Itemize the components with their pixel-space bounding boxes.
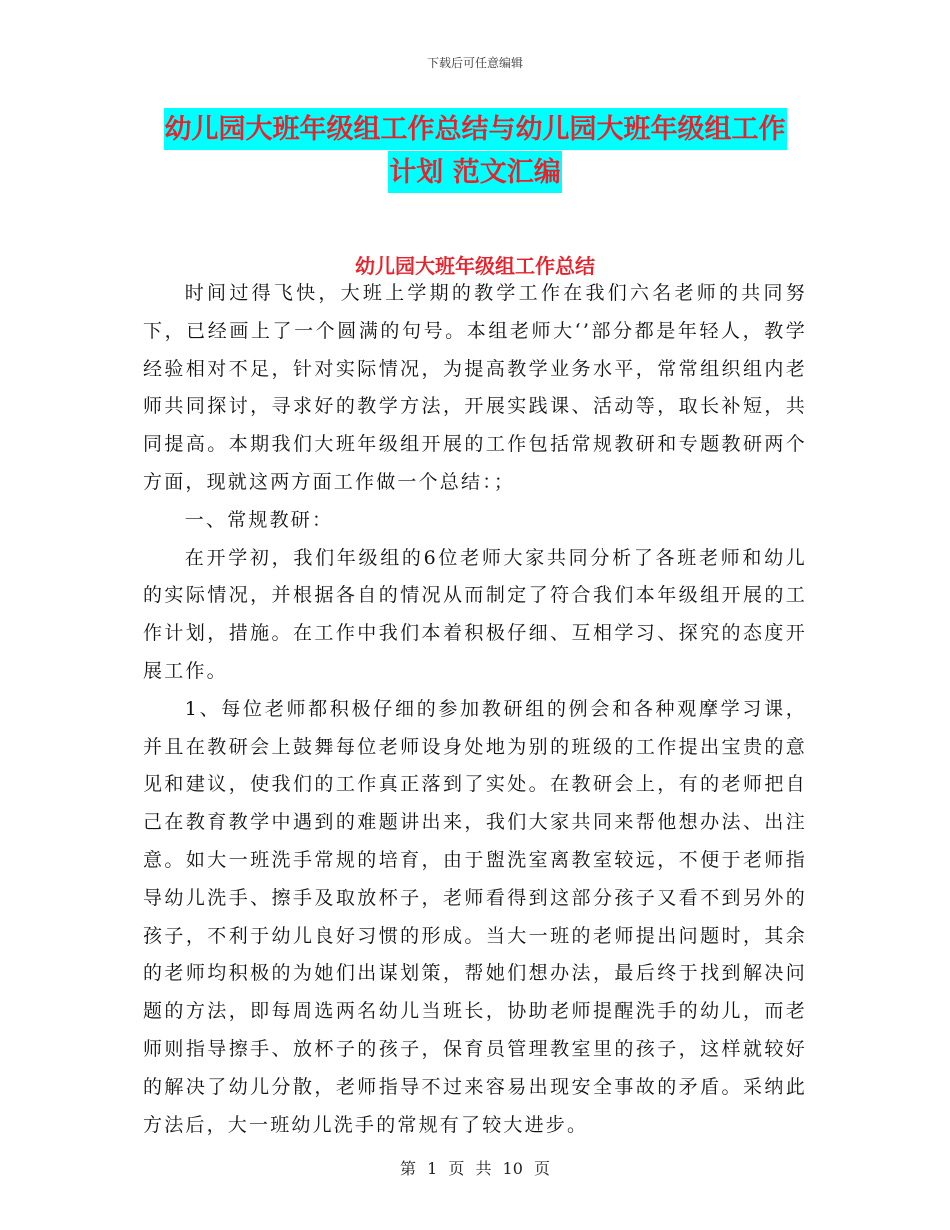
page-number-footer: 第 1 页 共 10 页: [400, 1159, 550, 1178]
document-title-line-2: [0, 159, 950, 186]
paragraph-start-of-term: 在开学初，我们年级组的6位老师大家共同分析了各班老师和幼儿的实际情况，并根据各自的情况从而制定了符合我们本年级组开展的工作计划，措施。在工作中我们本着积极仔细、互相学习、探究的态度开展工作。: [143, 546, 807, 682]
document-title-text-2: 计划 范文汇编: [388, 151, 561, 193]
document-title-line-1: [0, 116, 950, 143]
paragraph-item-1: 1、每位老师都积极仔细的参加教研组的例会和各种观摩学习课，并且在教研会上鼓舞每位老师设身处地为别的班级的工作提出宝贵的意见和建议，使我们的工作真正落到了实处。在教研会上，有的老师把自己在教育教学中遇到的难题讲出来，我们大家共同来帮他想办法、出注意。如大一班洗手常规的培育，由于盥洗室离教室较远，不便于老师指导幼儿洗手、擦手及取放杯子，老师看得到这部分孩子又看不到另外的孩子，不利于幼儿良好习惯的形成。当大一班的老师提出问题时，其余的老师均积极的为她们出谋划策，帮她们想办法，最后终于找到解决问题的方法，即每周选两名幼儿当班长，协助老师提醒洗手的幼儿，而老师则指导擦手、放杯子的孩子，保育员管理教室里的孩子，这样就较好的解决了幼儿分散，老师指导不过来容易出现安全事故的矛盾。采纳此方法后，大一班幼儿洗手的常规有了较大进步。: [143, 697, 807, 1136]
page-header-note: 下载后可任意编辑: [426, 56, 523, 70]
document-title-text-1: 幼儿园大班年级组工作总结与幼儿园大班年级组工作: [164, 108, 787, 150]
intro-paragraph: 时间过得飞快，大班上学期的教学工作在我们六名老师的共同努下，已经画上了一个圆满的句号。本组老师大‘’部分都是年轻人，教学经验相对不足，针对实际情况，为提高教学业务水平，常常组织组内老师共同探讨，寻求好的教学方法，开展实践课、活动等，取长补短，共同提高。本期我们大班年级组开展的工作包括常规教研和专题教研两个方面，现就这两方面工作做一个总结：；: [143, 282, 807, 493]
section-heading: 幼儿园大班年级组工作总结: [355, 254, 595, 278]
subheading-routine-research: 一、常规教研：: [184, 508, 334, 531]
document-body: [143, 275, 807, 1144]
